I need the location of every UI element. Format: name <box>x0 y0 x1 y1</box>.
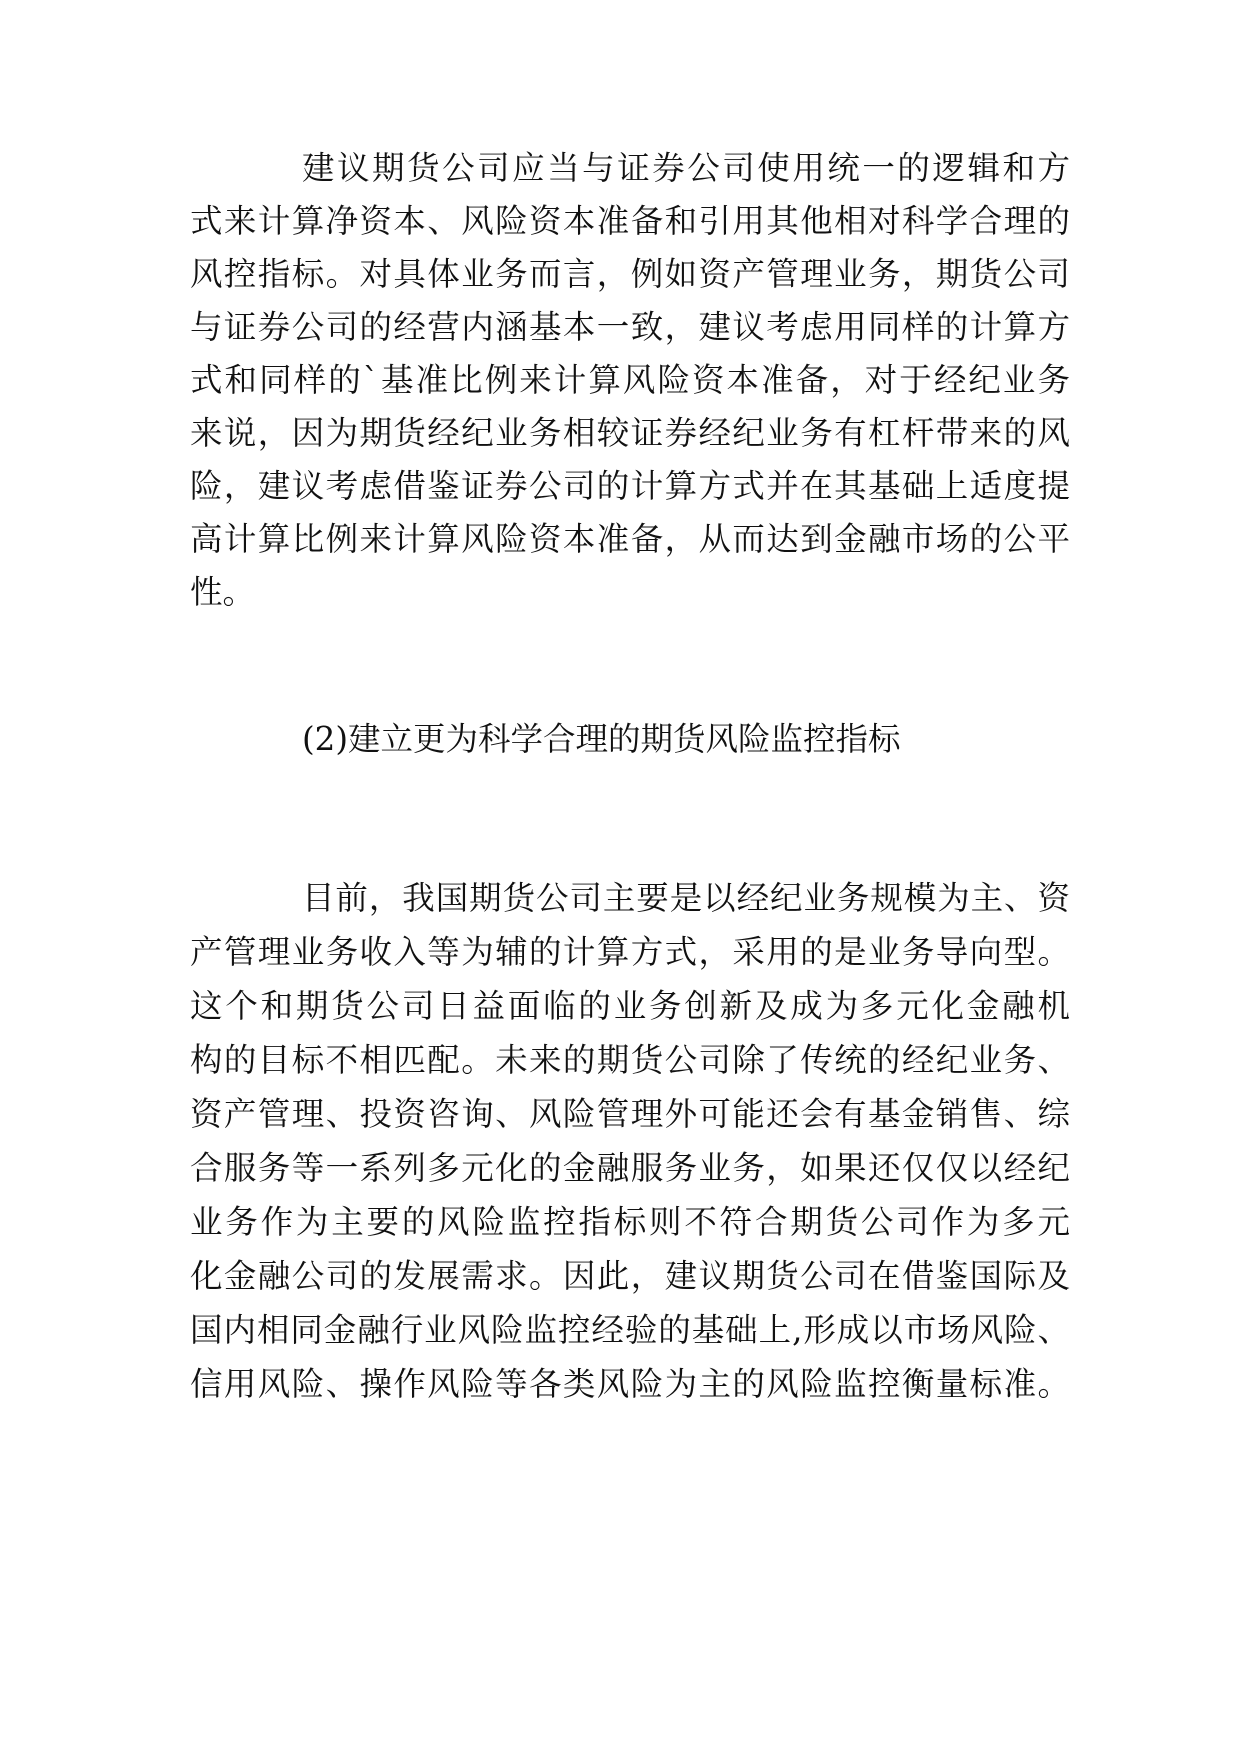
paragraph-line: 式和同样的`基准比例来计算风险资本准备，对于经纪业务 <box>190 361 1070 399</box>
paragraph-line: 险，建议考虑借鉴证券公司的计算方式并在其基础上适度提 <box>190 467 1070 505</box>
paragraph-line: 与证券公司的经营内涵基本一致，建议考虑用同样的计算方 <box>190 308 1070 346</box>
paragraph-line: 资产管理、投资咨询、风险管理外可能还会有基金销售、综 <box>190 1095 1070 1133</box>
paragraph-line: 这个和期货公司日益面临的业务创新及成为多元化金融机 <box>190 987 1070 1025</box>
paragraph-line: 风控指标。对具体业务而言，例如资产管理业务，期货公司 <box>190 255 1070 293</box>
paragraph-line: 产管理业务收入等为辅的计算方式，采用的是业务导向型。 <box>190 933 1070 971</box>
paragraph-line: 性。 <box>190 573 256 611</box>
paragraph-line: 国内相同金融行业风险监控经验的基础上,形成以市场风险、 <box>190 1311 1070 1349</box>
paragraph-line: 式来计算净资本、风险资本准备和引用其他相对科学合理的 <box>190 202 1070 240</box>
paragraph-line: 化金融公司的发展需求。因此，建议期货公司在借鉴国际及 <box>190 1257 1070 1295</box>
paragraph-line: 业务作为主要的风险监控指标则不符合期货公司作为多元 <box>190 1203 1070 1241</box>
paragraph-line: 来说，因为期货经纪业务相较证券经纪业务有杠杆带来的风 <box>190 414 1070 452</box>
section-heading: (2)建立更为科学合理的期货风险监控指标 <box>302 720 901 758</box>
paragraph-line: 合服务等一系列多元化的金融服务业务，如果还仅仅以经纪 <box>190 1149 1070 1187</box>
paragraph-line: 目前，我国期货公司主要是以经纪业务规模为主、资 <box>302 879 1070 917</box>
paragraph-line: 信用风险、操作风险等各类风险为主的风险监控衡量标准。 <box>190 1365 1070 1403</box>
paragraph-line: 建议期货公司应当与证券公司使用统一的逻辑和方 <box>302 149 1070 187</box>
paragraph-line: 构的目标不相匹配。未来的期货公司除了传统的经纪业务、 <box>190 1041 1070 1079</box>
paragraph-line: 高计算比例来计算风险资本准备，从而达到金融市场的公平 <box>190 520 1070 558</box>
